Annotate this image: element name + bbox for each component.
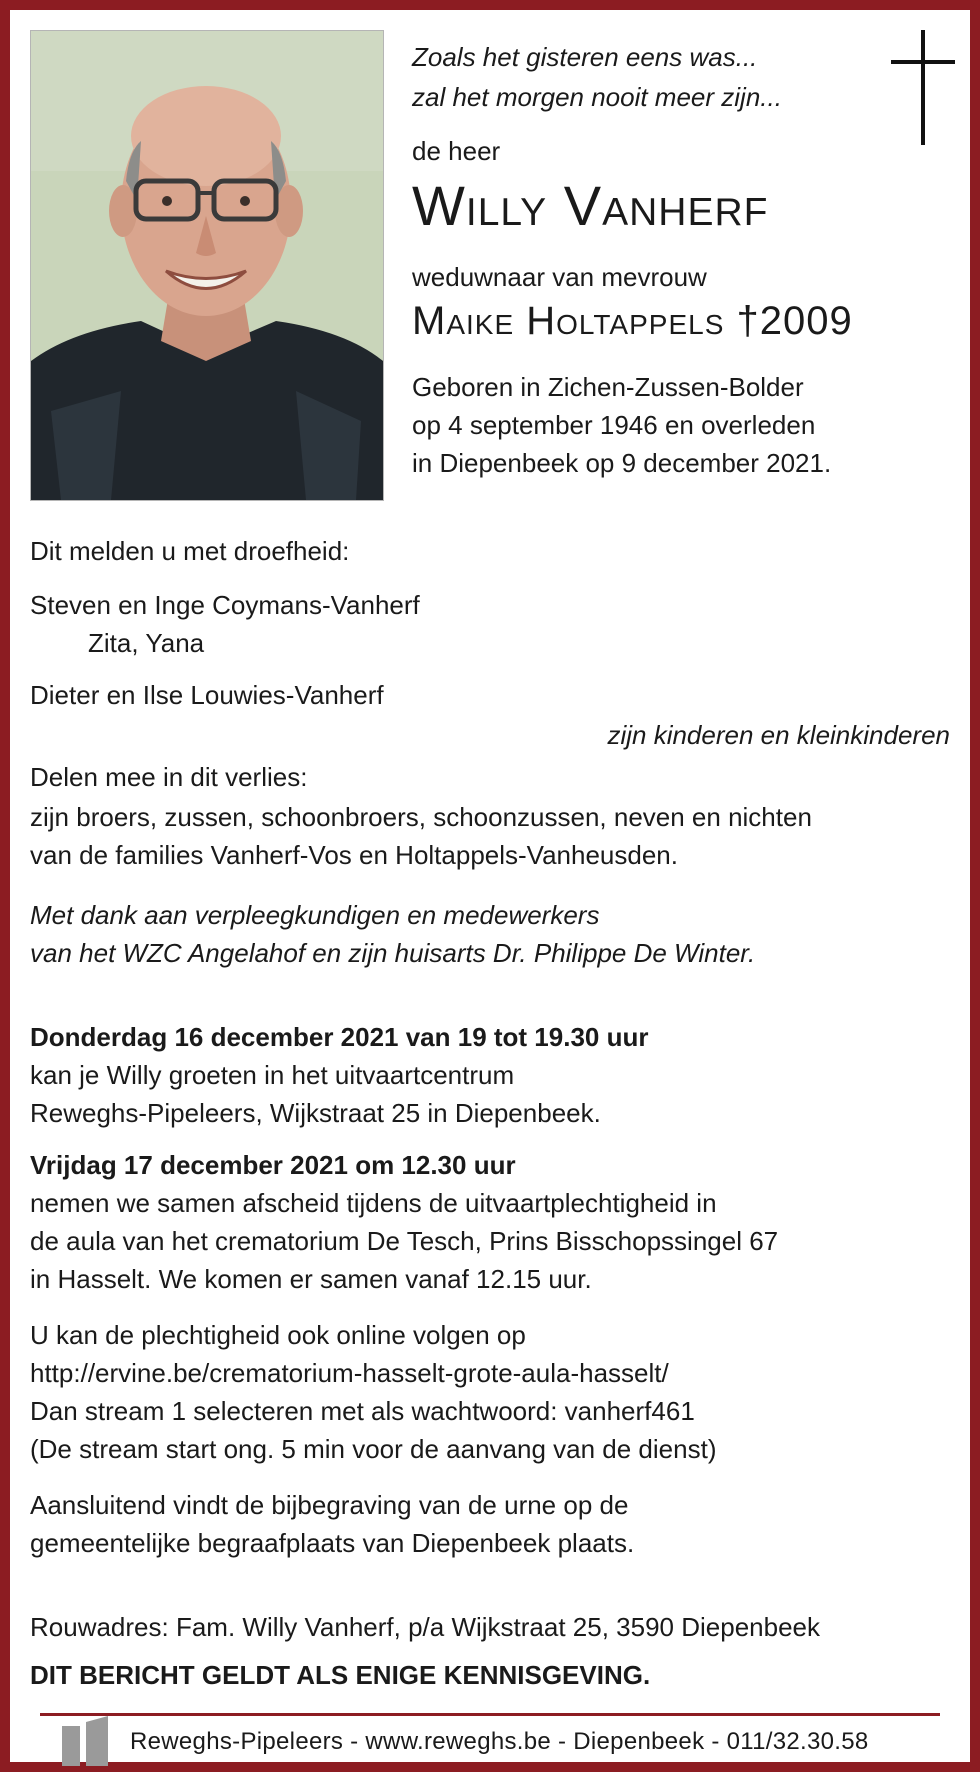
online-url-link[interactable]: http://ervine.be/crematorium-hasselt-grote-aula-hasselt/ bbox=[30, 1358, 669, 1388]
family-intro: Dit melden u met droefheid: bbox=[30, 536, 350, 566]
footer-divider bbox=[40, 1713, 940, 1716]
ceremony-heading: Vrijdag 17 december 2021 om 12.30 uur bbox=[30, 1150, 516, 1180]
cross-icon bbox=[891, 30, 955, 145]
visitation-line-1: kan je Willy groeten in het uitvaartcentrum bbox=[30, 1060, 515, 1090]
birth-death-line-2: op 4 september 1946 en overleden bbox=[412, 410, 816, 440]
quote-line-2: zal het morgen nooit meer zijn... bbox=[412, 82, 782, 112]
widower-of: weduwnaar van mevrouw bbox=[412, 262, 707, 292]
portrait-illustration bbox=[31, 31, 383, 500]
notice: DIT BERICHT GELDT ALS ENIGE KENNISGEVING. bbox=[30, 1660, 651, 1690]
title-prefix: de heer bbox=[412, 136, 501, 166]
quote-line-1: Zoals het gisteren eens was... bbox=[412, 42, 758, 72]
share-intro: Delen mee in dit verlies: bbox=[30, 762, 308, 792]
family-relation: zijn kinderen en kleinkinderen bbox=[607, 720, 950, 750]
deceased-name: Willy Vanherf bbox=[412, 174, 769, 237]
online-line-3: Dan stream 1 selecteren met als wachtwoord: vanherf461 bbox=[30, 1396, 695, 1426]
share-line-2: van de families Vanherf-Vos en Holtappels-Vanheusden. bbox=[30, 840, 678, 870]
family-line-1: Steven en Inge Coymans-Vanherf bbox=[30, 590, 420, 620]
portrait-photo bbox=[30, 30, 384, 501]
birth-death-line-1: Geboren in Zichen-Zussen-Bolder bbox=[412, 372, 804, 402]
thanks-line-1: Met dank aan verpleegkundigen en medewerkers bbox=[30, 900, 600, 930]
mourning-address: Rouwadres: Fam. Willy Vanherf, p/a Wijkstraat 25, 3590 Diepenbeek bbox=[30, 1612, 820, 1642]
visitation-heading: Donderdag 16 december 2021 van 19 tot 19.30 uur bbox=[30, 1022, 649, 1052]
footer-text: Reweghs-Pipeleers - www.reweghs.be - Diepenbeek - 011/32.30.58 bbox=[130, 1728, 869, 1755]
burial-line-2: gemeentelijke begraafplaats van Diepenbeek plaats. bbox=[30, 1528, 635, 1558]
ceremony-line-2: de aula van het crematorium De Tesch, Prins Bisschopssingel 67 bbox=[30, 1226, 779, 1256]
family-line-2: Zita, Yana bbox=[88, 628, 205, 658]
thanks-line-2: van het WZC Angelahof en zijn huisarts Dr. Philippe De Winter. bbox=[30, 938, 756, 968]
visitation-line-2: Reweghs-Pipeleers, Wijkstraat 25 in Diepenbeek. bbox=[30, 1098, 601, 1128]
burial-line-1: Aansluitend vindt de bijbegraving van de urne op de bbox=[30, 1490, 629, 1520]
funeral-home-logo-icon bbox=[56, 1716, 114, 1766]
spouse-name: Maike Holtappels †2009 bbox=[412, 299, 853, 343]
footer-divider-bottom bbox=[120, 1766, 940, 1769]
online-line-1: U kan de plechtigheid ook online volgen op bbox=[30, 1320, 526, 1350]
ceremony-line-3: in Hasselt. We komen er samen vanaf 12.15 uur. bbox=[30, 1264, 592, 1294]
family-line-3: Dieter en Ilse Louwies-Vanherf bbox=[30, 680, 384, 710]
online-line-4: (De stream start ong. 5 min voor de aanvang van de dienst) bbox=[30, 1434, 717, 1464]
share-line-1: zijn broers, zussen, schoonbroers, schoonzussen, neven en nichten bbox=[30, 802, 812, 832]
ceremony-line-1: nemen we samen afscheid tijdens de uitvaartplechtigheid in bbox=[30, 1188, 717, 1218]
birth-death-line-3: in Diepenbeek op 9 december 2021. bbox=[412, 448, 832, 478]
